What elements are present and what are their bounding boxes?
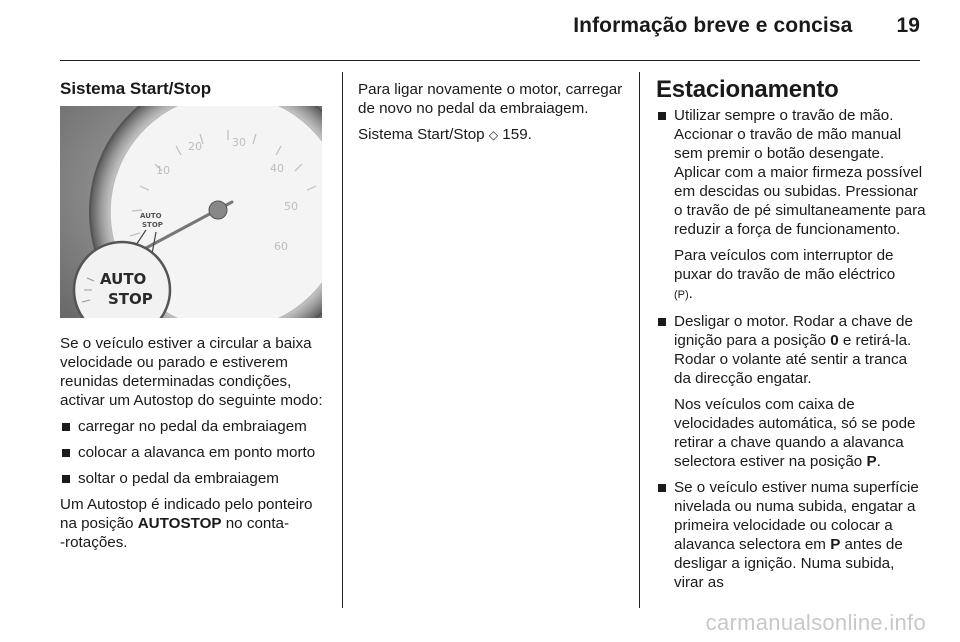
reference-page: 159.: [498, 126, 532, 143]
bullet-square: [658, 484, 666, 492]
restart-paragraph: Para ligar novamente o motor, carregar de novo no pedal da embraiagem.: [358, 81, 623, 117]
page-header: [573, 14, 920, 38]
electric-handbrake-paragraph: [674, 246, 926, 305]
list-item: [656, 312, 926, 471]
tick-label-50: 50: [284, 200, 298, 213]
header-title: Informação breve e concisa: [573, 14, 853, 37]
header-divider: [60, 60, 920, 61]
bullet-square: [658, 112, 666, 120]
autostop-mark-auto: AUTO: [140, 212, 162, 220]
list-item: [60, 443, 326, 462]
section-heading-start-stop: Sistema Start/Stop: [60, 79, 212, 98]
text-run: Um Autostop é indicado pelo ponteiro na posição: [60, 496, 313, 532]
text-run: Se o veículo estiver numa superfície nivelada ou numa subida, engatar a primeira velocidade ou colocar a alavanca selectora em: [674, 479, 919, 553]
bold-term-autostop: AUTOSTOP: [137, 515, 222, 532]
bullet-text: carregar no pedal da embraiagem: [78, 418, 307, 435]
autostop-mark-stop: STOP: [142, 221, 163, 229]
text-run: Para veículos com interruptor de puxar do travão de mão eléctrico: [674, 247, 896, 283]
tick-label-10: 10: [156, 164, 170, 177]
parking-brake-icon: (P): [674, 289, 689, 301]
watermark: carmanualsonline.info: [705, 610, 926, 635]
bullet-text: soltar o pedal da embraiagem: [78, 470, 279, 487]
tick-label-40: 40: [270, 162, 284, 175]
page-arrow-icon: ◇: [488, 128, 499, 142]
list-item: [60, 469, 326, 488]
bold-term: 0: [830, 332, 839, 349]
intro-paragraph: Se o veículo estiver a circular a baixa velocidade ou parado e estiverem reunidas determinadas condições, activar um Autostop do seguinte modo:: [60, 335, 323, 409]
column-3: [656, 76, 926, 599]
text-run: Desligar o motor. Rodar a chave de ignição para a posição: [674, 313, 913, 349]
section-heading-parking: Estacionamento: [656, 76, 839, 103]
bold-term: P: [866, 453, 877, 470]
reference-text: Sistema Start/Stop: [358, 126, 489, 143]
text-run: .: [876, 453, 881, 470]
bullet-text: colocar a alavanca em ponto morto: [78, 444, 316, 461]
column-divider-1: [342, 72, 343, 608]
list-item: [656, 106, 926, 305]
slope-paragraph: [674, 478, 926, 592]
column-2: [358, 80, 628, 152]
tick-label-20: 20: [188, 140, 202, 153]
tachometer-figure: [60, 106, 322, 318]
list-item: [656, 478, 926, 592]
column-1-body: [60, 334, 326, 559]
bullet-square: [62, 449, 70, 457]
bullet-square: [62, 423, 70, 431]
page-number: 19: [896, 14, 920, 37]
magnified-label-stop: STOP: [108, 290, 153, 308]
autostop-indication-paragraph: [60, 495, 326, 552]
handbrake-paragraph: Utilizar sempre o travão de mão. Accionar o travão de mão manual sem premir o botão desengate. Aplicar com a maior firmeza possível em descidas ou subidas. Pressionar o travão de pé simultaneamente para reduzir a força de funcionamento.: [674, 107, 926, 238]
tachometer-illustration: [60, 106, 322, 318]
needle-hub: [209, 201, 227, 219]
text-run: e retirá-la. Rodar o volante até sentir a tranca da direcção engatar.: [674, 332, 912, 387]
text-run: Nos veículos com caixa de velocidades automática, só se pode retirar a chave quando a alavanca selectora estiver na posição: [674, 396, 916, 470]
cross-reference[interactable]: [358, 125, 628, 145]
engine-off-paragraph: [674, 312, 926, 388]
tick-label-60: 60: [274, 240, 288, 253]
bullet-square: [658, 318, 666, 326]
bullet-square: [62, 475, 70, 483]
magnified-label-auto: AUTO: [100, 270, 147, 288]
text-run: antes de desligar a ignição. Numa subida, virar as: [674, 536, 903, 591]
list-item: [60, 417, 326, 436]
automatic-gearbox-paragraph: [674, 395, 926, 471]
column-divider-2: [639, 72, 640, 608]
text-run: no conta- -rotações.: [60, 515, 290, 551]
text-run: .: [688, 285, 693, 302]
tick-label-30: 30: [232, 136, 246, 149]
column-1: [60, 79, 326, 105]
bold-term: P: [830, 536, 841, 553]
